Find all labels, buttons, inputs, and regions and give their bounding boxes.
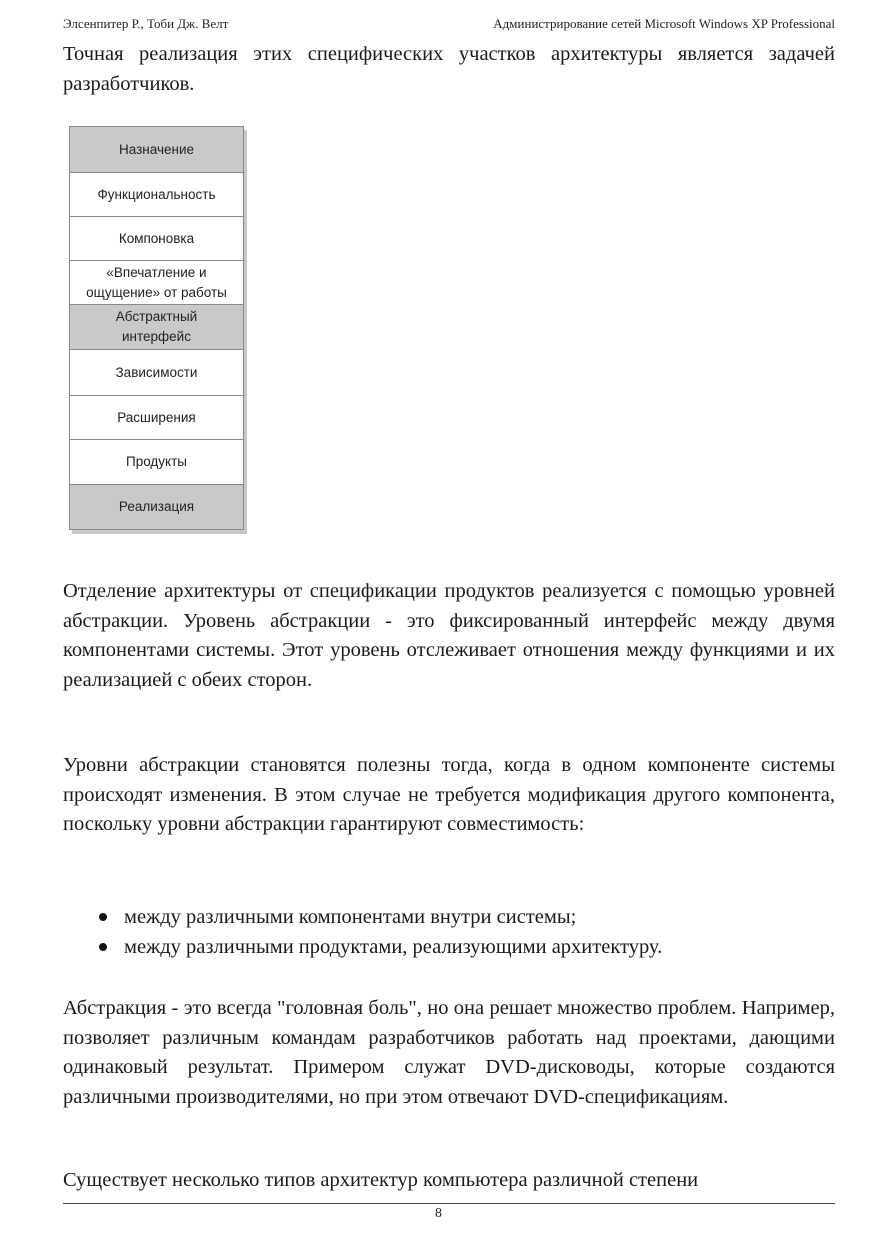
- layer-dependencies: Зависимости: [70, 350, 243, 396]
- bullet-text: между различными продуктами, реализующими архитектуру.: [124, 936, 663, 958]
- layer-abstract-interface: Абстрактный интерфейс: [70, 305, 243, 350]
- paragraph-3: Уровни абстракции становятся полезны тогда, когда в одном компоненте системы происходят изменения. В этом случае не требуется модификация другого компонента, поскольку уровни абстракции гарантируют совместимость:: [63, 754, 835, 835]
- paragraph-1: Точная реализация этих специфических участков архитектуры является задачей разработчиков.: [63, 43, 835, 95]
- paragraph-4: Абстракция - это всегда "головная боль", но она решает множество проблем. Например, позволяет различным командам разработчиков работать над проектами, дающими одинаковый результат. Примером служат DVD-дисководы, которые создаются различными производителями, но при этом отвечают DVD-спецификациям.: [63, 997, 835, 1108]
- layer-products: Продукты: [70, 440, 243, 485]
- footer-divider: [63, 1203, 835, 1204]
- layer-extensions: Расширения: [70, 396, 243, 440]
- list-item: [96, 932, 835, 962]
- bullet-list: [96, 902, 835, 962]
- page-number: 8: [435, 1206, 442, 1221]
- header-book-title: Администрирование сетей Microsoft Windows XP Professional: [493, 16, 835, 31]
- layer-functionality: Функциональность: [70, 173, 243, 217]
- paragraph-2: Отделение архитектуры от спецификации продуктов реализуется с помощью уровней абстракции. Уровень абстракции - это фиксированный интерфейс между двумя компонентами системы. Этот уровень отслеживает отношения между функциями и их реализацией с обеих сторон.: [63, 580, 835, 691]
- layer-implementation: Реализация: [70, 485, 243, 529]
- layer-composition: Компоновка: [70, 217, 243, 261]
- header-authors: Элсенпитер Р., Тоби Дж. Велт: [63, 16, 229, 31]
- bullet-icon: [99, 913, 107, 921]
- paragraph-5: Существует несколько типов архитектур компьютера различной степени: [63, 1169, 699, 1191]
- bullet-icon: [99, 943, 107, 951]
- bullet-text: между различными компонентами внутри системы;: [124, 906, 577, 928]
- layer-purpose: Назначение: [70, 127, 243, 173]
- architecture-layers-diagram: [69, 126, 244, 530]
- list-item: [96, 902, 835, 932]
- page-header: [63, 16, 835, 36]
- layer-look-and-feel: «Впечатление и ощущение» от работы: [70, 261, 243, 305]
